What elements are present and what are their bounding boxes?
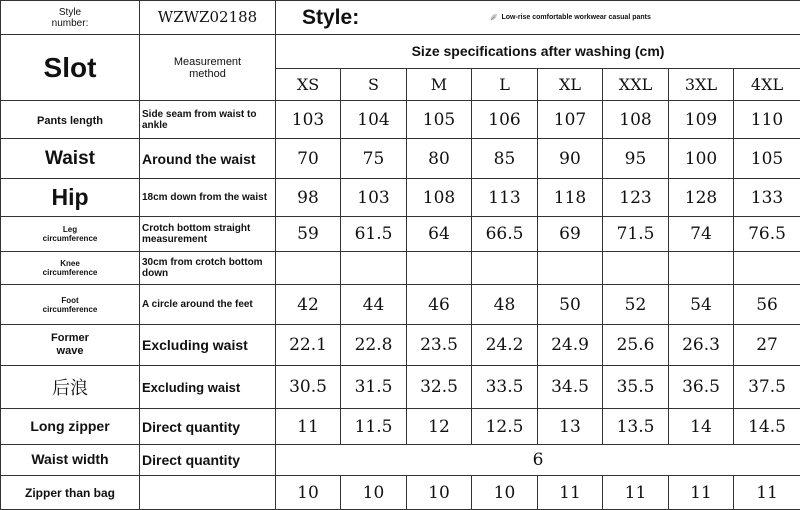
value-cell — [276, 252, 341, 285]
value-cell: 24.2 — [472, 325, 538, 366]
value-cell: 64 — [407, 217, 472, 252]
value-cell: 13.5 — [603, 409, 669, 445]
row-label: Hip — [1, 179, 140, 217]
value-cell: 11 — [669, 476, 734, 510]
table-row — [1, 445, 800, 476]
value-cell: 46 — [407, 285, 472, 325]
style-number-label: Style number: — [1, 1, 140, 35]
value-cell: 74 — [669, 217, 734, 252]
row-label: Waist — [1, 139, 140, 179]
value-cell: 34.5 — [538, 366, 603, 409]
row-label: Long zipper — [1, 409, 140, 445]
row-label: Pants length — [1, 101, 140, 139]
table-row — [1, 101, 800, 139]
merged-value-cell: 6 — [276, 445, 800, 476]
value-cell: 103 — [276, 101, 341, 139]
value-cell — [472, 252, 538, 285]
value-cell: 14.5 — [734, 409, 800, 445]
row-method: Direct quantity — [140, 409, 276, 445]
size-specs-title: Size specifications after washing (cm) — [276, 35, 800, 69]
value-cell — [407, 252, 472, 285]
value-cell: 37.5 — [734, 366, 800, 409]
value-cell — [538, 252, 603, 285]
value-cell: 10 — [276, 476, 341, 510]
value-cell: 103 — [341, 179, 407, 217]
value-cell: 108 — [407, 179, 472, 217]
value-cell: 24.9 — [538, 325, 603, 366]
size-header: XXL — [603, 69, 669, 101]
table-row — [1, 139, 800, 179]
value-cell: 36.5 — [669, 366, 734, 409]
value-cell: 61.5 — [341, 217, 407, 252]
value-cell: 75 — [341, 139, 407, 179]
leaf-icon — [489, 13, 498, 22]
size-header: 4XL — [734, 69, 800, 101]
value-cell — [341, 252, 407, 285]
size-header: M — [407, 69, 472, 101]
row-label: Waist width — [1, 445, 140, 476]
value-cell: 42 — [276, 285, 341, 325]
value-cell: 11 — [538, 476, 603, 510]
value-cell: 22.1 — [276, 325, 341, 366]
value-cell: 52 — [603, 285, 669, 325]
value-cell: 13 — [538, 409, 603, 445]
row-method: Excluding waist — [140, 325, 276, 366]
value-cell: 106 — [472, 101, 538, 139]
value-cell: 118 — [538, 179, 603, 217]
value-cell: 110 — [734, 101, 800, 139]
value-cell: 50 — [538, 285, 603, 325]
table-row — [1, 409, 800, 445]
value-cell: 23.5 — [407, 325, 472, 366]
row-method: A circle around the feet — [140, 285, 276, 325]
style-number-value: WZWZ02188 — [140, 1, 276, 35]
value-cell: 54 — [669, 285, 734, 325]
value-cell: 109 — [669, 101, 734, 139]
size-header: L — [472, 69, 538, 101]
value-cell: 113 — [472, 179, 538, 217]
value-cell: 11 — [734, 476, 800, 510]
value-cell: 95 — [603, 139, 669, 179]
value-cell: 80 — [407, 139, 472, 179]
row-method — [140, 476, 276, 510]
value-cell — [603, 252, 669, 285]
value-cell: 22.8 — [341, 325, 407, 366]
size-header: 3XL — [669, 69, 734, 101]
value-cell: 105 — [734, 139, 800, 179]
row-method: Around the waist — [140, 139, 276, 179]
row-method: Crotch bottom straight measurement — [140, 217, 276, 252]
row-label: Zipper than bag — [1, 476, 140, 510]
value-cell: 10 — [472, 476, 538, 510]
value-cell: 90 — [538, 139, 603, 179]
value-cell: 33.5 — [472, 366, 538, 409]
style-description-cell — [407, 1, 800, 35]
value-cell: 31.5 — [341, 366, 407, 409]
value-cell: 26.3 — [669, 325, 734, 366]
row-label: 后浪 — [1, 366, 140, 409]
value-cell: 10 — [341, 476, 407, 510]
value-cell: 32.5 — [407, 366, 472, 409]
value-cell: 85 — [472, 139, 538, 179]
value-cell: 108 — [603, 101, 669, 139]
value-cell: 44 — [341, 285, 407, 325]
value-cell: 100 — [669, 139, 734, 179]
value-cell: 128 — [669, 179, 734, 217]
value-cell: 105 — [407, 101, 472, 139]
value-cell — [734, 252, 800, 285]
value-cell: 71.5 — [603, 217, 669, 252]
table-row — [1, 476, 800, 510]
value-cell: 104 — [341, 101, 407, 139]
value-cell: 11 — [276, 409, 341, 445]
value-cell: 48 — [472, 285, 538, 325]
value-cell: 10 — [407, 476, 472, 510]
table-row — [1, 217, 800, 252]
value-cell — [669, 252, 734, 285]
value-cell: 25.6 — [603, 325, 669, 366]
value-cell: 76.5 — [734, 217, 800, 252]
value-cell: 35.5 — [603, 366, 669, 409]
value-cell: 59 — [276, 217, 341, 252]
size-header: XL — [538, 69, 603, 101]
value-cell: 69 — [538, 217, 603, 252]
row-label: Foot circumference — [1, 285, 140, 325]
row-method: 18cm down from the waist — [140, 179, 276, 217]
value-cell: 12.5 — [472, 409, 538, 445]
value-cell: 12 — [407, 409, 472, 445]
table-row — [1, 252, 800, 285]
value-cell: 11.5 — [341, 409, 407, 445]
table-row — [1, 179, 800, 217]
value-cell: 66.5 — [472, 217, 538, 252]
value-cell: 70 — [276, 139, 341, 179]
row-label: Knee circumference — [1, 252, 140, 285]
style-label-cell: Style: — [276, 1, 407, 35]
value-cell: 123 — [603, 179, 669, 217]
row-method: Direct quantity — [140, 445, 276, 476]
row-method: 30cm from crotch bottom down — [140, 252, 276, 285]
value-cell: 56 — [734, 285, 800, 325]
value-cell: 27 — [734, 325, 800, 366]
value-cell: 98 — [276, 179, 341, 217]
table-row — [1, 366, 800, 409]
table-row — [1, 325, 800, 366]
row-method: Side seam from waist to ankle — [140, 101, 276, 139]
table-row — [1, 285, 800, 325]
value-cell: 107 — [538, 101, 603, 139]
size-header: S — [341, 69, 407, 101]
row-label: Leg circumference — [1, 217, 140, 252]
measurement-method-header: Measurement method — [140, 35, 276, 101]
style-description: Low-rise comfortable workwear casual pants — [502, 14, 651, 21]
row-label: Former wave — [1, 325, 140, 366]
slot-header: Slot — [1, 35, 140, 101]
value-cell: 11 — [603, 476, 669, 510]
row-method: Excluding waist — [140, 366, 276, 409]
value-cell: 133 — [734, 179, 800, 217]
value-cell: 14 — [669, 409, 734, 445]
value-cell: 30.5 — [276, 366, 341, 409]
size-header: XS — [276, 69, 341, 101]
